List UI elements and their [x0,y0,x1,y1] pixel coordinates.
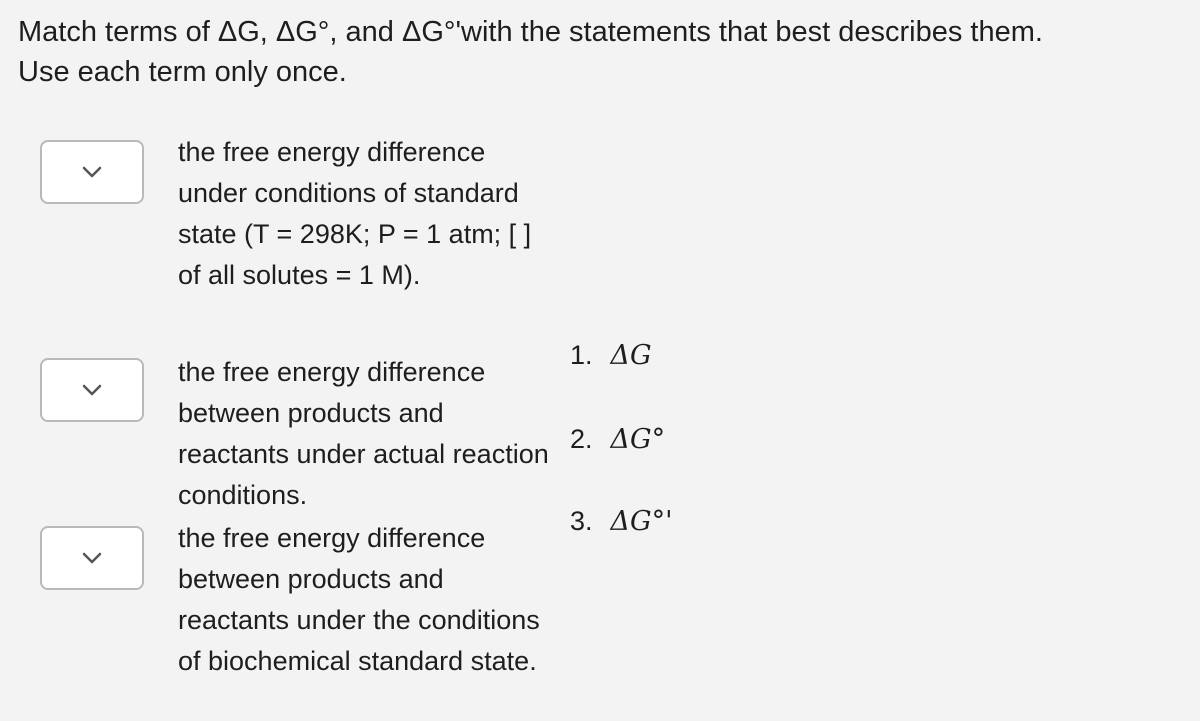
option-3 [570,506,673,537]
match-dropdown-3[interactable] [40,526,144,590]
question-prompt [18,12,1168,92]
option-number: 2. [570,424,593,454]
option-term: ΔG [610,340,652,371]
chevron-down-icon [81,383,103,397]
option-number: 1. [570,340,593,370]
option-2 [570,424,665,455]
statement-3: the free energy difference between products and reactants under the conditions of biochemical standard state. [178,523,540,676]
option-1 [570,340,652,371]
statement-1: the free energy difference under conditions of standard state (T = 298K; P = 1 atm; [ ] of all solutes = 1 M). [178,137,532,290]
chevron-down-icon [81,165,103,179]
prompt-line-2: Use each term only once. [18,56,347,88]
option-term: ΔG°' [610,506,673,537]
prompt-line-1: Match terms of ΔG, ΔG°, and ΔG°'with the statements that best describes them. [18,16,1043,48]
match-dropdown-2[interactable] [40,358,144,422]
statement-2: the free energy difference between products and reactants under actual reaction conditions. [178,357,549,510]
option-number: 3. [570,506,593,536]
option-term: ΔG° [610,424,666,455]
match-dropdown-1[interactable] [40,140,144,204]
chevron-down-icon [81,551,103,565]
